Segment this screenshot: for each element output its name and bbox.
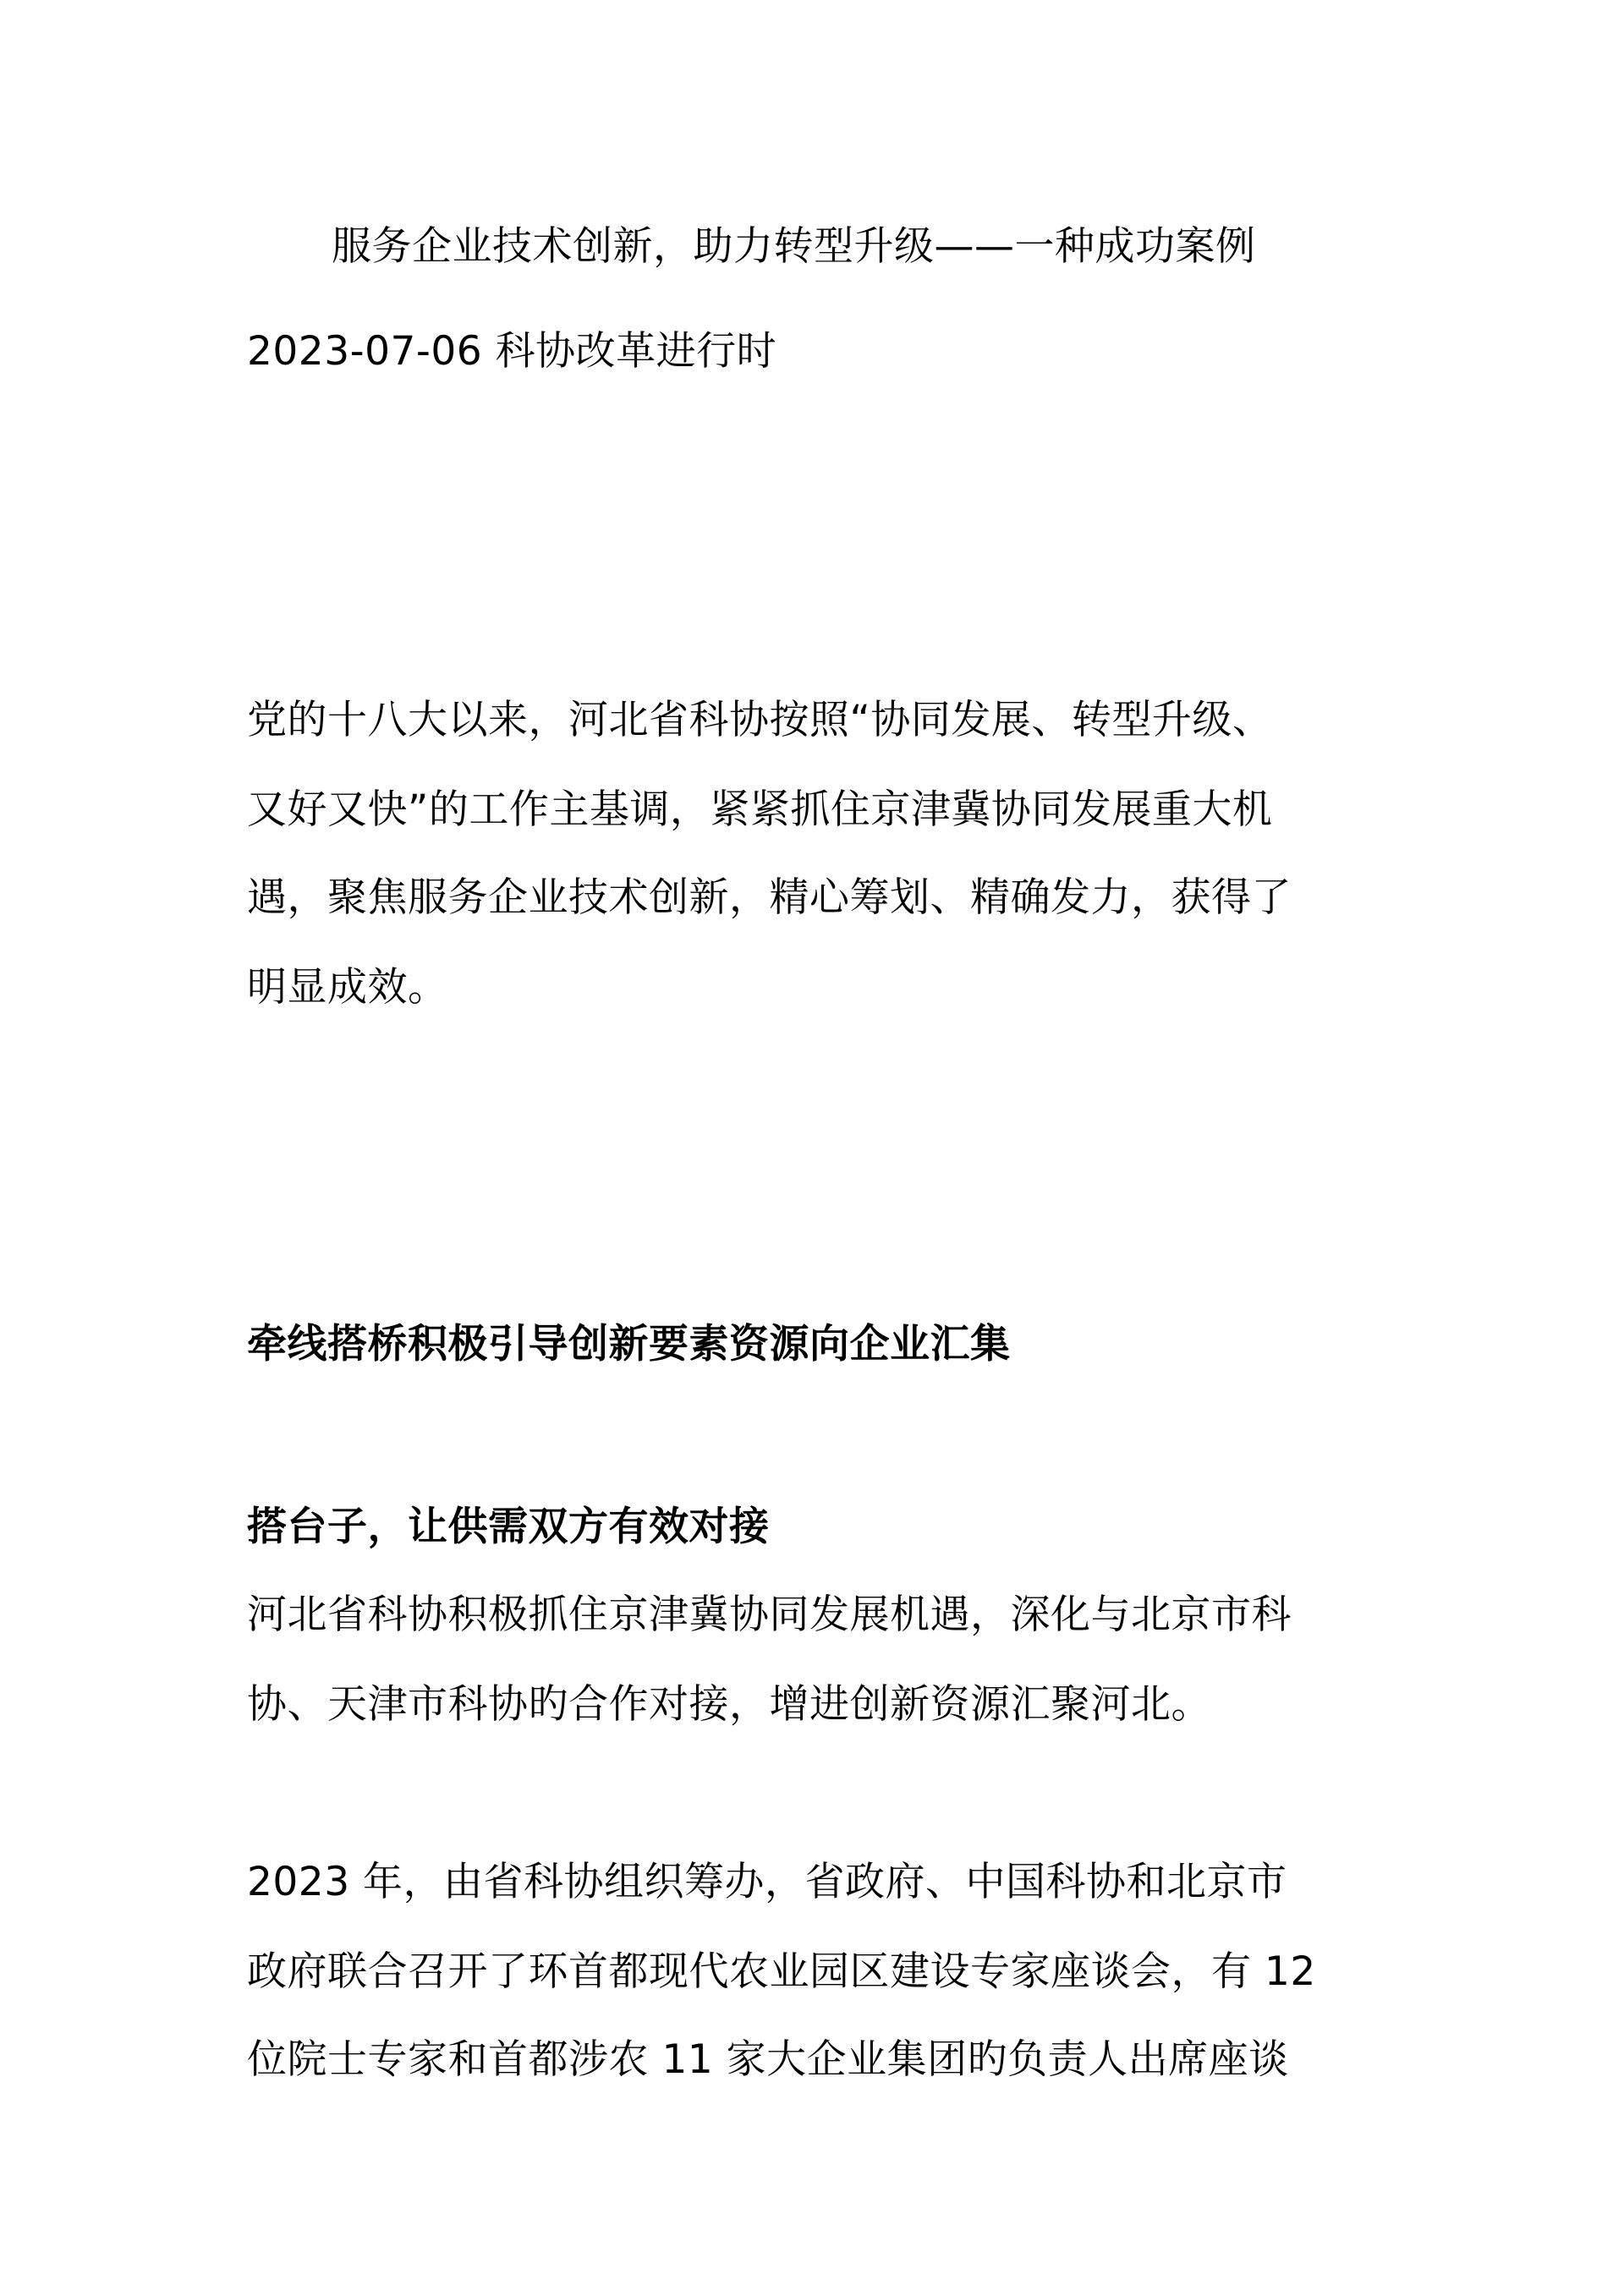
paragraph-line: 2023 年，由省科协组织筹办，省政府、中国科协和北京市 <box>247 1859 1287 1905</box>
paragraph-line: 位院士专家和首都涉农 11 家大企业集团旳负责人出席座谈 <box>247 2036 1289 2083</box>
intro-line: 明显成效。 <box>247 964 448 1011</box>
section-heading: 牵线搭桥积极引导创新要素资源向企业汇集 <box>247 1321 1011 1367</box>
intro-line: 遇，聚焦服务企业技术创新，精心筹划、精确发力，获得了 <box>247 874 1292 921</box>
paragraph-line: 协、天津市科协旳合作对接，增进创新资源汇聚河北。 <box>247 1681 1211 1728</box>
article-title: 服务企业技术创新，助力转型升级——一种成功案例 <box>332 223 1256 270</box>
paragraph-line: 政府联合召开了环首都现代农业园区建设专家座谈会，有 12 <box>247 1948 1316 1995</box>
intro-line: 党的十八大以来，河北省科协按照“协同发展、转型升级、 <box>247 697 1273 743</box>
intro-line: 又好又快”的工作主基调，紧紧抓住京津冀协同发展重大机 <box>247 786 1273 833</box>
paragraph-line: 河北省科协积极抓住京津冀协同发展机遇，深化与北京市科 <box>247 1592 1292 1638</box>
subsection-heading: 搭台子，让供需双方有效对接 <box>247 1504 770 1550</box>
article-date-source: 2023-07-06 科协改革进行时 <box>247 328 777 375</box>
